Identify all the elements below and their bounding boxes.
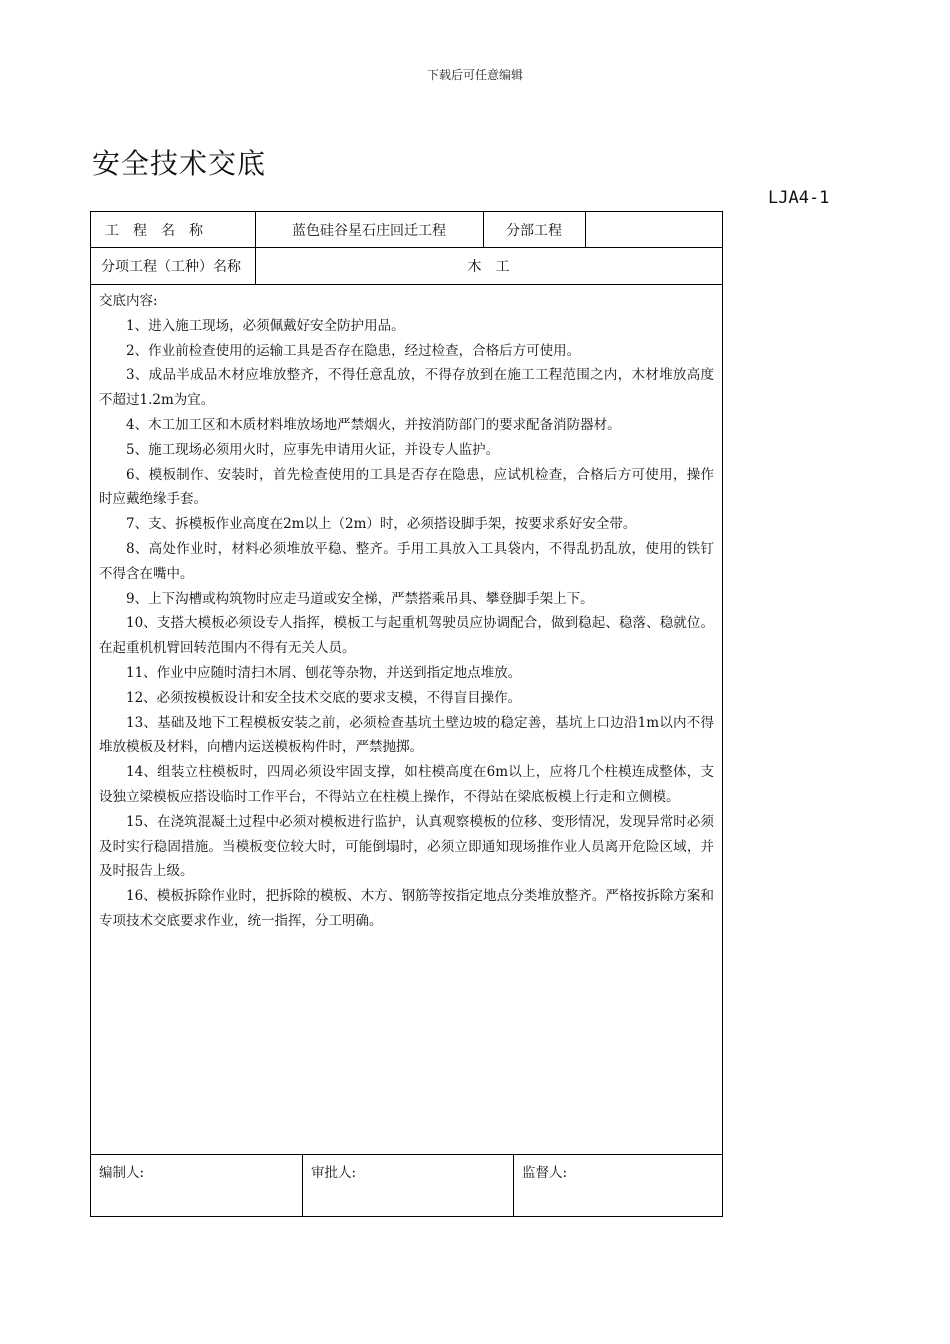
content-item: 7、支、拆模板作业高度在2m以上（2m）时，必须搭设脚手架，按要求系好安全带。 [126, 516, 637, 533]
content-item: 11、作业中应随时清扫木屑、刨花等杂物，并送到指定地点堆放。 [126, 664, 522, 681]
division-value [585, 212, 722, 247]
content-item: 8、高处作业时，材料必须堆放平稳、整齐。手用工具放入工具袋内，不得乱扔乱放，使用的铁钉不得含在嘴中。 [99, 540, 714, 582]
project-name-label-text: 工 程 名 称 [105, 222, 203, 239]
header-note: 下载后可任意编辑 [426, 68, 523, 82]
content-item: 12、必须按模板设计和安全技术交底的要求支模，不得盲目操作。 [126, 689, 522, 706]
content-item: 14、组装立柱模板时，四周必须设牢固支撑，如柱模高度在6m以上，应将几个柱模连成整体，支设独立梁模板应搭设临时工作平台，不得站立在柱模上操作，不得站在梁底板模上行走和立侧模。 [99, 764, 714, 805]
content-item: 16、模板拆除作业时，把拆除的模板、木方、钢筋等按指定地点分类堆放整齐。严格按拆除方案和专项技术交底要求作业，统一指挥，分工明确。 [99, 888, 714, 929]
subitem-value: 木 工 [467, 258, 510, 275]
content-item: 4、木工加工区和木质材料堆放场地严禁烟火，并按消防部门的要求配备消防器材。 [126, 416, 621, 433]
project-name-label [105, 212, 243, 247]
content-item: 6、模板制作、安装时，首先检查使用的工具是否存在隐患，应试机检查，合格后方可使用，操作时应戴绝缘手套。 [99, 466, 714, 508]
project-row [91, 212, 722, 248]
content-item: 9、上下沟槽或构筑物时应走马道或安全梯，严禁搭乘吊具、攀登脚手架上下。 [126, 590, 594, 607]
supervisor-label: 监督人: [522, 1165, 568, 1181]
division-label: 分部工程 [506, 222, 562, 239]
divider [513, 1155, 514, 1216]
subitem-row [91, 247, 722, 285]
approver-label: 审批人: [311, 1165, 357, 1181]
content-item: 15、在浇筑混凝土过程中必须对模板进行监护，认真观察模板的位移、变形情况，发现异常时必须及时实行稳固措施。当模板变位较大时，可能倒塌时，必须立即通知现场推作业人员离开危险区域，并及时报告上级。 [99, 813, 714, 880]
compiler-label: 编制人: [99, 1165, 145, 1181]
content-lead: 交底内容: [99, 293, 158, 309]
document-code: LJA4-1 [768, 188, 830, 208]
subitem-label: 分项工程（工种）名称 [101, 258, 241, 275]
content-item: 3、成品半成品木材应堆放整齐，不得任意乱放，不得存放到在施工工程范围之内，木材堆放高度不超过1.2m为宜。 [99, 367, 714, 409]
signature-row [91, 1155, 722, 1216]
divider [302, 1155, 303, 1216]
disclosure-form [90, 211, 723, 1217]
content-item: 2、作业前检查使用的运输工具是否存在隐患，经过检查，合格后方可使用。 [126, 342, 581, 359]
content-item: 1、进入施工现场，必须佩戴好安全防护用品。 [126, 317, 405, 334]
project-name-value: 蓝色硅谷星石庄回迁工程 [292, 222, 446, 239]
document-title: 安全技术交底 [92, 147, 267, 180]
content-item: 10、支搭大模板必须设专人指挥，模板工与起重机驾驶员应协调配合，做到稳起、稳落、稳就位。在起重机机臂回转范围内不得有无关人员。 [99, 615, 714, 657]
disclosure-content [91, 285, 722, 1155]
content-item: 5、施工现场必须用火时，应事先申请用火证，并设专人监护。 [126, 441, 500, 458]
content-item: 13、基础及地下工程模板安装之前，必须检查基坑土壁边坡的稳定善，基坑上口边沿1m以内不得堆放模板及材料，向槽内运送模板构件时，严禁抛掷。 [99, 714, 714, 756]
